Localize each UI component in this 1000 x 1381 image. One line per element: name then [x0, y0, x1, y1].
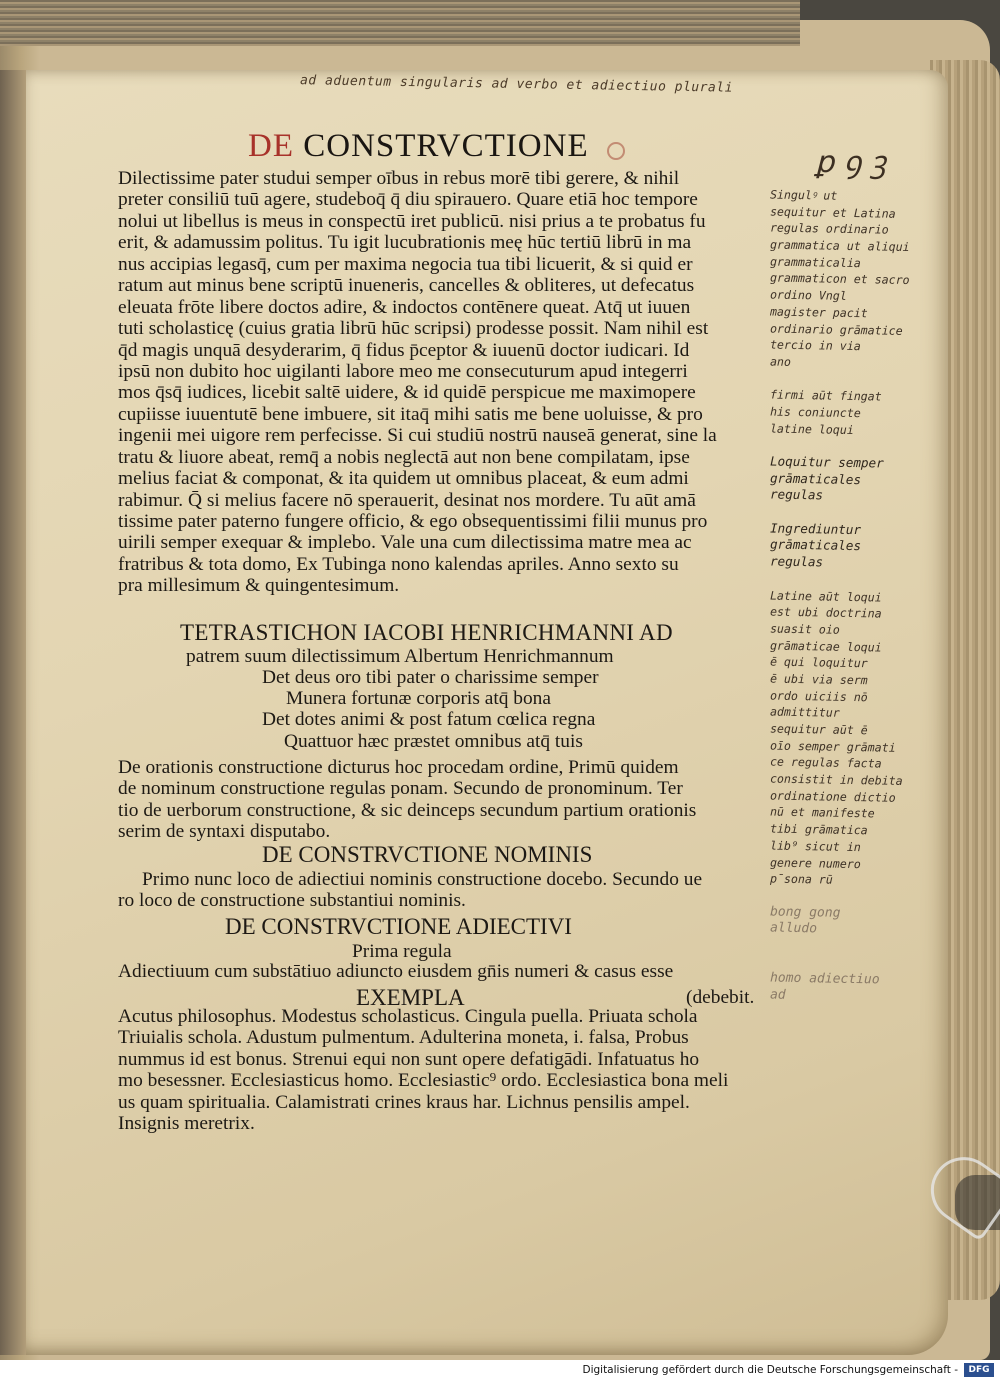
- text-line: pra millesimum & quingentesimum.: [118, 575, 400, 597]
- margin-note-line: lib⁹ sicut in: [769, 838, 861, 854]
- margin-note-line: ordino Vngl: [769, 287, 847, 303]
- text-line: tio de uerborum constructione, & sic deinceps secundum partium orationis: [118, 799, 697, 821]
- examples-heading: EXEMPLA: [356, 985, 465, 1010]
- margin-note-line: ad: [769, 987, 786, 1003]
- text-line: ingenii mei uigore rem perfecisse. Si cui studiū nostrū nauseā generat, sine la: [118, 425, 717, 447]
- top-margin-note: ad aduentum singularis ad verbo et adiectiuo plurali: [299, 73, 734, 96]
- margin-note-line: sequitur aūt ē: [769, 721, 868, 738]
- text-line: nus accipias legasq̄, cum per maxima negocia tua tibi licuerit, & si quid er: [118, 253, 693, 275]
- margin-note-line: firmi aūt fingat: [769, 387, 882, 404]
- margin-note-line: tibi grāmatica: [769, 821, 868, 838]
- text-line: melius faciat & componat, & ita quidem ut omnibus placeat, & eum admi: [118, 468, 689, 490]
- margin-note-line: grammaticalia: [769, 254, 861, 270]
- tetrastichon-subheading: patrem suum dilectissimum Albertum Henrichmannum: [186, 646, 614, 667]
- dedication-letter: [118, 168, 717, 597]
- dfg-logo[interactable]: DFG: [964, 1363, 994, 1377]
- verse-line: Det dotes animi & post fatum cœlica regna: [262, 709, 596, 730]
- margin-note-line: ordo uiciis nō: [769, 688, 868, 704]
- text-line: uirili semper exequar & implebo. Vale una cum dilectissima matre mea ac: [118, 532, 692, 554]
- text-line: tratu & liuore abeat, remq̄ a nobis neglectā aut non bene compilatam, ipse: [118, 446, 690, 468]
- text-line: mos q̄sq̄ iudices, licebit saltē uidere, & id quidē perspicue me maximopere: [118, 382, 696, 404]
- heading-rest: CONSTRVCTIONE: [294, 128, 589, 164]
- main-heading: [248, 128, 589, 165]
- margin-note-line: grammaticon et sacro: [769, 270, 910, 288]
- margin-annotations: [770, 188, 940, 1006]
- margin-note-line: homo adiectiuo: [769, 970, 880, 988]
- rule-text-turnover: (debebit.: [686, 987, 755, 1008]
- section-heading-nominis: DE CONSTRVCTIONE NOMINIS: [262, 842, 593, 867]
- margin-note-line: bong gong: [769, 904, 841, 921]
- text-line: nummus id est bonus. Strenui equi non sunt opere defatigādi. Infatuatus ho: [118, 1048, 700, 1070]
- text-line: nolui ut libellus is meus in conspectū iret publicū. nisi prius a te probatus fu: [118, 210, 706, 232]
- rubricated-initial: DE: [248, 128, 294, 164]
- margin-note-line: ē qui loquitur: [769, 654, 868, 671]
- text-line: erit, & adamussim politus. Tu igit lucubrationis meę hūc tertiū librū in ma: [118, 232, 692, 254]
- text-line: ro loco de constructione substantiui nominis.: [118, 890, 466, 912]
- text-line: rabimur. Q̄ si melius facere nō sperauerit, desinat nos mordere. Tu aūt amā: [118, 489, 696, 511]
- margin-note-line: regulas ordinario: [769, 220, 889, 237]
- text-line: ipsū non dubito hoc uigilanti labore meo me consecuturum apud integerri: [118, 360, 688, 382]
- margin-note-line: nū et manifeste: [769, 804, 875, 821]
- footer-bar: [0, 1360, 1000, 1381]
- margin-note-line: est ubi doctrina: [769, 604, 882, 621]
- funding-notice: Digitalisierung gefördert durch die Deutsche Forschungsgemeinschaft -: [582, 1364, 958, 1376]
- margin-note-line: grammatica ut aliqui: [769, 237, 910, 255]
- text-line: ratum aut minus bene scriptū inueneris, cancelles & obliteres, ut defecatus: [118, 275, 695, 297]
- text-line: cupiisse iuuentutē bene imbuere, sit itaq̄ mihi satis me bene uoluisse, & pro: [118, 403, 703, 425]
- text-line: Acutus philosophus. Modestus scholasticus. Cingula puella. Priuata schola: [118, 1006, 698, 1027]
- margin-note-line: sequitur et Latina: [769, 204, 896, 221]
- margin-note-line: Loquitur semper: [769, 453, 884, 471]
- margin-note-line: Ingrediuntur: [769, 520, 862, 537]
- examples-list: [118, 1006, 728, 1135]
- verse-line: Quattuor hæc præstet omnibus atq̄ tuis: [284, 731, 583, 752]
- margin-note-line: admittitur: [769, 704, 840, 721]
- text-line: mo besessner. Ecclesiasticus homo. Ecclesiastic⁹ ordo. Ecclesiastica bona meli: [118, 1070, 729, 1092]
- red-mark: [607, 142, 625, 160]
- tetrastichon-heading: TETRASTICHON IACOBI HENRICHMANNI AD: [180, 620, 673, 645]
- margin-note-line: oīo semper grāmati: [769, 738, 896, 755]
- margin-note-line: magister pacit: [769, 304, 868, 321]
- margin-note-line: his coniuncte: [769, 404, 861, 421]
- margin-note-line: regulas: [769, 486, 824, 503]
- text-line: tuti scholasticę (cuius gratia librū hūc scripsi) prodesse possit. Nam nihil est: [118, 318, 709, 340]
- introduction-paragraph: [118, 757, 696, 843]
- rule-label: Prima regula: [352, 941, 452, 962]
- margin-symbols: ꝑ ꝯ ꝫ: [815, 145, 887, 180]
- text-line: Triuialis schola. Adustum pulmentum. Adulterina moneta, i. falsa, Probus: [118, 1027, 689, 1049]
- margin-note-line: genere numero: [769, 855, 861, 871]
- margin-note-line: grāmaticales: [769, 536, 862, 554]
- text-line: Primo nunc loco de adiectiui nominis constructione docebo. Secundo ue: [142, 869, 703, 890]
- margin-note-line: grāmaticae loqui: [769, 638, 882, 655]
- text-line: eleuata frōte libere doctos adire, & indoctos contēnere queat. Atq̄ ut iuuen: [118, 296, 691, 318]
- margin-note-line: tercio in via: [769, 337, 861, 354]
- margin-note-line: ordinatione dictio: [769, 788, 896, 805]
- margin-note-line: consistit in debita: [769, 771, 903, 788]
- margin-note-line: latine loqui: [769, 421, 854, 437]
- margin-note-line: regulas: [769, 553, 824, 570]
- verse-line: Munera fortunæ corporis atq̄ bona: [286, 688, 551, 709]
- rule-text: Adiectiuum cum substātiuo adiuncto eiusdem gn̄is numeri & casus esse: [118, 961, 674, 982]
- page-edges-top: [0, 0, 800, 46]
- margin-note-line: ordinario grāmatice: [769, 321, 903, 338]
- margin-note-line: ce regulas facta: [769, 754, 882, 771]
- text-line: tissime pater paterno fungere officio, & ego obsequentissimi filii munus pro: [118, 511, 708, 532]
- margin-note-line: Singulꝰ ut: [769, 187, 838, 203]
- margin-note-line: ano: [769, 354, 792, 369]
- text-line: De orationis constructione dicturus hoc procedam ordine, Primū quidem: [118, 757, 679, 778]
- text-line: preter consiliū tuū agere, studeboq̄ q̄ diu spirauero. Quare etiā hoc tempore: [118, 189, 698, 211]
- text-line: de nominum constructione regulas ponam. Secundo de pronominum. Ter: [118, 778, 683, 800]
- text-line: us quam spiritualia. Calamistrati crines kraus har. Lichnus pensilis ampel.: [118, 1091, 690, 1113]
- text-line: serim de syntaxi disputabo.: [118, 821, 331, 843]
- margin-note-line: p̄sona rū: [769, 871, 833, 887]
- margin-note-line: Latine aūt loqui: [769, 588, 882, 604]
- margin-note-line: suasit oio: [769, 621, 840, 637]
- text-line: Dilectissime pater studui semper oībus in rebus morē tibi gerere, & nihil: [118, 168, 680, 189]
- nominis-paragraph: [118, 869, 703, 912]
- margin-note-line: grāmaticales: [769, 470, 862, 487]
- verse-line: Det deus oro tibi pater o charissime semper: [262, 667, 599, 688]
- section-heading-adiectivi: DE CONSTRVCTIONE ADIECTIVI: [225, 914, 572, 939]
- text-line: Insignis meretrix.: [118, 1113, 255, 1135]
- text-line: fratribus & tota domo, Ex Tubinga nono kalendas apriles. Anno sexto su: [118, 553, 679, 575]
- margin-note-line: ē ubi via serm: [769, 671, 868, 688]
- margin-note-line: alludo: [769, 920, 818, 937]
- text-line: q̄d magis unquā desyderarim, q̄ fidus p̄ceptor & iuuenū doctor iudicari. Id: [118, 339, 690, 361]
- binding-gutter: [0, 70, 26, 1355]
